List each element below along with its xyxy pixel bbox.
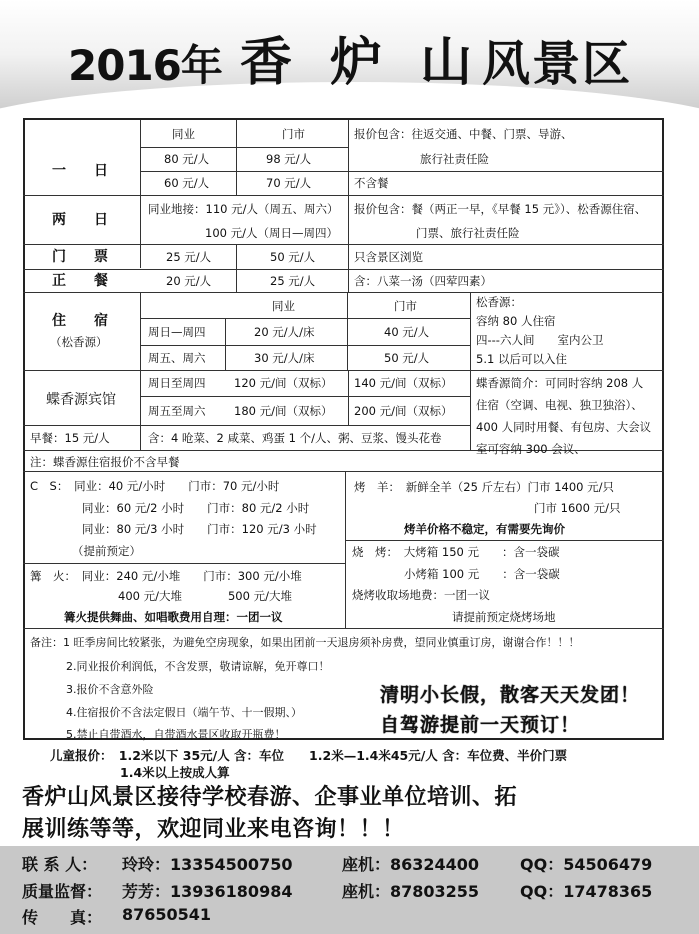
- one-day-includes: 报价包含：往返交通、中餐、门票、导游、: [354, 127, 573, 141]
- two-day-price-1: 同业地接：110 元/人（周五、周六）: [148, 202, 339, 216]
- two-day-label: 两 日: [52, 212, 108, 228]
- page-title: [68, 20, 632, 95]
- grid-line: [23, 292, 664, 293]
- breakfast-label: 早餐：15 元/人: [30, 431, 110, 445]
- cs-line: 同业：60 元/2 小时 门市：80 元/2 小时: [82, 501, 310, 515]
- grid-line: [140, 292, 141, 450]
- grid-line: [23, 563, 345, 564]
- contact-label: 质量监督：: [22, 882, 103, 901]
- lodging-info: 四---六人间 室内公卫: [476, 333, 604, 347]
- bonfire-note: 篝火提供舞曲、如唱歌费用自理：一团一议: [64, 610, 283, 624]
- cs-line: 同业：80 元/3 小时 门市：120 元/3 小时: [82, 522, 317, 536]
- contact-qq: QQ：17478365: [520, 882, 653, 901]
- roast-line: 烤 羊： 新鲜全羊（25 斤左右）门市 1400 元/只: [354, 480, 614, 494]
- hotel-retail-price: 140 元/间（双标）: [354, 376, 453, 390]
- grid-line: [140, 120, 141, 268]
- grid-line: [140, 171, 348, 172]
- grid-line: [470, 292, 471, 450]
- grid-line: [348, 370, 349, 426]
- col-header-retail: 门市: [282, 127, 305, 141]
- contact-qq: QQ：54506479: [520, 855, 653, 874]
- grid-line: [140, 396, 470, 397]
- grid-line: [23, 244, 664, 245]
- col-header-trade: 同业: [172, 127, 195, 141]
- title-suffix: 风景区: [482, 36, 633, 92]
- ticket-retail: 50 元/人: [270, 250, 316, 264]
- ticket-trade: 25 元/人: [166, 250, 212, 264]
- lodging-retail-price: 50 元/人: [384, 351, 430, 365]
- grid-line: [348, 120, 349, 292]
- note-line: 3.报价不含意外险: [66, 683, 154, 696]
- grid-line: [140, 345, 470, 346]
- lodging-trade-price: 20 元/人/床: [254, 325, 315, 339]
- grid-line: [348, 171, 664, 172]
- title-name: 香 炉 山: [239, 32, 483, 93]
- grid-line: [345, 471, 346, 628]
- contact-tel: 座机：86324400: [342, 855, 480, 874]
- hotel-info: 室可容纳 300 会议、: [476, 442, 586, 456]
- meal-retail: 25 元/人: [270, 274, 316, 288]
- note-line: 4.住宿报价不含法定假日（端午节、十一假期、）: [66, 706, 302, 719]
- note-line: 2.同业报价利润低，不含发票，敬请谅解，免开尊口！: [66, 660, 330, 673]
- lodging-trade-price: 30 元/人/床: [254, 351, 315, 365]
- price-cell: 98 元/人: [266, 152, 312, 166]
- promo-stamp: 清明小长假，散客天天发团！: [380, 684, 641, 706]
- promo-stamp: 自驾游提前一天预订！: [380, 714, 581, 736]
- bonfire-line: 400 元/大堆 500 元/大堆: [118, 589, 292, 603]
- grid-line: [236, 120, 237, 195]
- grid-line: [23, 471, 664, 472]
- meal-note: 含：八菜一汤（四荤四素）: [354, 274, 492, 288]
- cs-line: C S： 同业：40 元/小时 门市：70 元/小时: [30, 479, 280, 493]
- hotel-day: 周日至周四: [148, 376, 206, 390]
- contact-phone: 玲玲：13354500750: [122, 855, 293, 874]
- grid-line: [23, 269, 664, 270]
- grid-line: [347, 292, 348, 371]
- lodging-retail-price: 40 元/人: [384, 325, 430, 339]
- grid-line: [345, 540, 664, 541]
- bonfire-line: 篝 火： 同业：240 元/小堆 门市：300 元/小堆: [30, 569, 302, 583]
- two-day-includes-2: 门票、旅行社责任险: [416, 226, 520, 240]
- lodging-col-retail: 门市: [394, 299, 417, 313]
- breakfast-menu: 含：4 呛菜、2 咸菜、鸡蛋 1 个/人、粥、豆浆、馒头花卷: [148, 431, 442, 445]
- grid-line: [236, 244, 237, 292]
- hotel-info: 住宿（空调、电视、独卫独浴）、: [476, 398, 643, 412]
- one-day-label: 一 日: [52, 163, 108, 179]
- meal-trade: 20 元/人: [166, 274, 212, 288]
- bbq-line: 烧 烤： 大烤箱 150 元 ：含一袋碳: [352, 545, 560, 559]
- lodging-day: 周日—周四: [148, 325, 206, 339]
- cs-note: （提前预定）: [72, 544, 141, 558]
- price-cell: 60 元/人: [164, 176, 210, 190]
- grid-line: [23, 425, 470, 426]
- lodging-label: 住 宿: [52, 313, 108, 329]
- lodging-info: 容纳 80 人住宿: [476, 314, 556, 328]
- grid-line: [23, 195, 664, 196]
- grid-line: [23, 628, 664, 629]
- child-price-note: 1.4米以上按成人算: [120, 765, 230, 780]
- hotel-trade-price: 180 元/间（双标）: [234, 404, 333, 418]
- lodging-day: 周五、周六: [148, 351, 206, 365]
- two-day-includes: 报价包含：餐（两正一早，《早餐 15 元》）、松香源住宿、: [354, 202, 647, 216]
- child-price: 儿童报价： 1.2米以下 35元/人 含：车位 1.2米—1.4米45元/人 含：车位费、半价门票: [50, 748, 568, 763]
- hotel-trade-price: 120 元/间（双标）: [234, 376, 333, 390]
- hotel-retail-price: 200 元/间（双标）: [354, 404, 453, 418]
- grid-line: [225, 318, 226, 371]
- price-cell: 70 元/人: [266, 176, 312, 190]
- meal-label: 正 餐: [52, 273, 108, 289]
- hotel-label: 蝶香源宾馆: [46, 392, 116, 408]
- hotel-info: 蝶香源简介：可同时容纳 208 人: [476, 376, 644, 390]
- fax-number: 87650541: [122, 905, 212, 924]
- roast-line: 门市 1600 元/只: [534, 501, 621, 515]
- contact-label: 联 系 人：: [22, 855, 98, 874]
- two-day-price-2: 100 元/人（周日—周四）: [205, 226, 338, 240]
- lodging-info: 5.1 以后可以入住: [476, 352, 567, 366]
- bbq-line: 烧烤收取场地费：一团一议: [352, 588, 490, 602]
- title-year: 2016年: [68, 41, 222, 90]
- lodging-info: 松香源：: [476, 295, 522, 309]
- contact-tel: 座机：87803255: [342, 882, 480, 901]
- one-day-excludes: 不含餐: [354, 176, 389, 190]
- promo-line: 展训练等等，欢迎同业来电咨询！！！: [22, 817, 405, 842]
- note-line: 5.禁止自带酒水，自带酒水景区收取开瓶费！: [66, 728, 286, 741]
- lodging-sub: （松香源）: [50, 335, 108, 349]
- contact-phone: 芳芳：13936180984: [122, 882, 293, 901]
- grid-line: [23, 370, 664, 371]
- ticket-label: 门 票: [52, 249, 108, 265]
- grid-line: [140, 318, 470, 319]
- contact-label: 传 真：: [22, 908, 103, 927]
- ticket-note: 只含景区浏览: [354, 250, 423, 264]
- grid-line: [140, 147, 348, 148]
- price-cell: 80 元/人: [164, 152, 210, 166]
- hotel-info: 400 人同时用餐、有包房、大会议: [476, 420, 652, 434]
- hotel-day: 周五至周六: [148, 404, 206, 418]
- breakfast-note: 注：蝶香源住宿报价不含早餐: [30, 455, 180, 469]
- promo-line: 香炉山风景区接待学校春游、企事业单位培训、拓: [22, 785, 518, 810]
- note-line: 备注：1 旺季房间比较紧张，为避免空房现象，如果出团前一天退房须补房费，望同业慎重订房，谢谢合作！！！: [30, 636, 580, 649]
- bbq-line: 小烤箱 100 元 ：含一袋碳: [404, 567, 560, 581]
- one-day-includes-2: 旅行社责任险: [420, 152, 489, 166]
- roast-note: 烤羊价格不稳定，有需要先询价: [404, 522, 565, 536]
- bbq-note: 请提前预定烧烤场地: [452, 610, 556, 624]
- lodging-col-trade: 同业: [272, 299, 295, 313]
